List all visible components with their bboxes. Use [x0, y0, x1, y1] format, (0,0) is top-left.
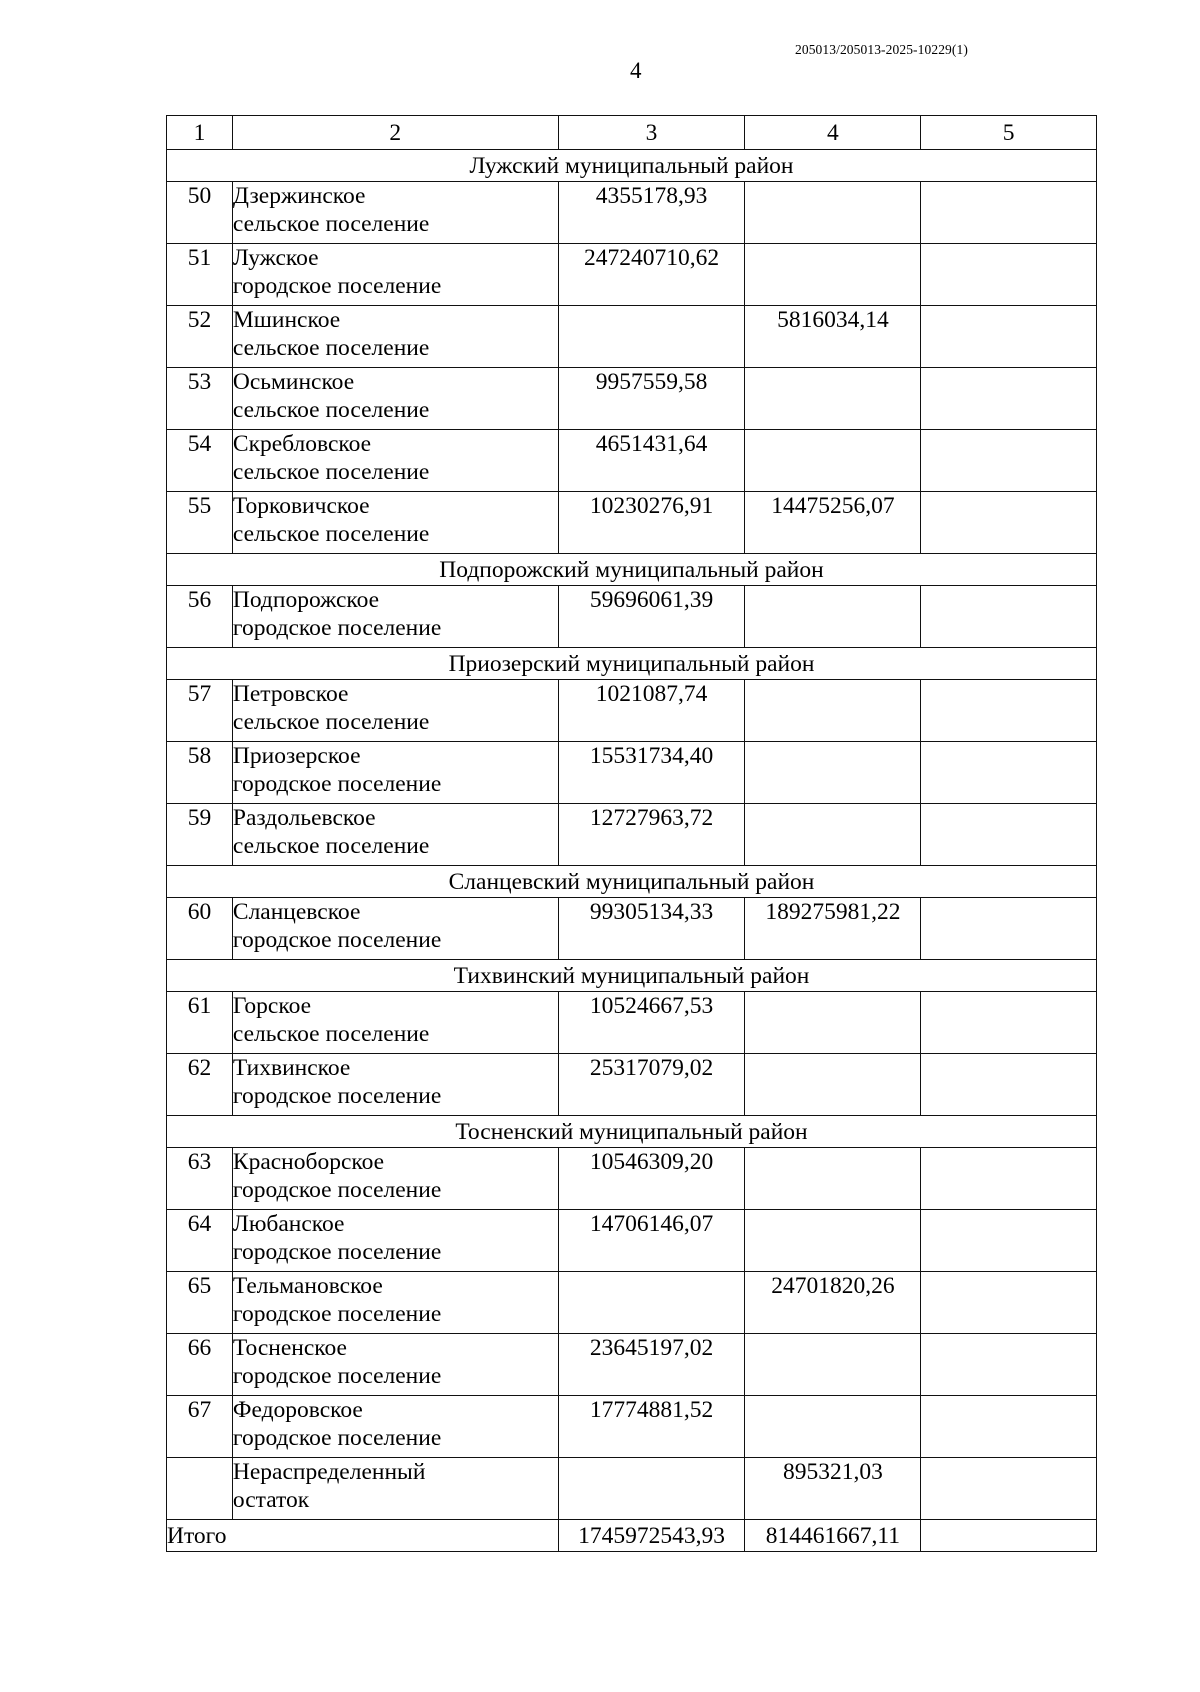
district-header-row [167, 554, 1097, 586]
amount-col3: 4355178,93 [558, 182, 745, 244]
document-id: 205013/205013-2025-10229(1) [795, 42, 968, 57]
amount-col4 [745, 1396, 921, 1458]
amount-col5 [921, 244, 1097, 306]
settlement-name-line2: городское поселение [232, 927, 442, 953]
settlement-name-line1: Тосненское [232, 1335, 347, 1361]
column-header: 1 [167, 116, 233, 150]
district-header-row [167, 866, 1097, 898]
settlement-name [232, 1334, 558, 1396]
settlement-name-line2: сельское поселение [232, 709, 430, 735]
table-row [167, 586, 1097, 648]
settlement-name-line2: сельское поселение [232, 211, 430, 237]
amount-col4 [745, 680, 921, 742]
row-number: 57 [167, 680, 233, 742]
table-row [167, 680, 1097, 742]
amount-col4: 24701820,26 [745, 1272, 921, 1334]
row-number: 53 [167, 368, 233, 430]
district-name: Лужский муниципальный район [167, 150, 1097, 182]
amount-col4 [745, 1148, 921, 1210]
settlement-name-line1: Нераспределенный [232, 1459, 426, 1485]
total-col4: 814461667,11 [745, 1520, 921, 1552]
amount-col3: 99305134,33 [558, 898, 745, 960]
amount-col5 [921, 586, 1097, 648]
settlement-name-line2: остаток [232, 1487, 310, 1513]
table-body [167, 116, 1097, 1552]
table-row [167, 492, 1097, 554]
amount-col3: 59696061,39 [558, 586, 745, 648]
settlement-name [232, 1396, 558, 1458]
settlement-name-line2: сельское поселение [232, 1021, 430, 1047]
row-number: 59 [167, 804, 233, 866]
amount-col4 [745, 742, 921, 804]
amount-col4 [745, 1054, 921, 1116]
row-number: 52 [167, 306, 233, 368]
district-name: Подпорожский муниципальный район [167, 554, 1097, 586]
table-row [167, 804, 1097, 866]
amount-col3: 10524667,53 [558, 992, 745, 1054]
settlement-name-line1: Приозерское [232, 743, 361, 769]
amount-col4 [745, 804, 921, 866]
settlement-name [232, 742, 558, 804]
page-number: 4 [630, 58, 642, 83]
row-number: 61 [167, 992, 233, 1054]
amount-col3 [558, 1272, 745, 1334]
amount-col5 [921, 1210, 1097, 1272]
amount-col5 [921, 804, 1097, 866]
amount-col4 [745, 1210, 921, 1272]
amount-col4: 189275981,22 [745, 898, 921, 960]
settlement-name-line1: Горское [232, 993, 312, 1019]
row-number: 63 [167, 1148, 233, 1210]
settlement-name [232, 306, 558, 368]
row-number: 56 [167, 586, 233, 648]
amount-col3: 9957559,58 [558, 368, 745, 430]
total-row [167, 1520, 1097, 1552]
settlement-name-line1: Тихвинское [232, 1055, 351, 1081]
settlement-name-line2: городское поселение [232, 771, 442, 797]
table-row [167, 182, 1097, 244]
row-number: 60 [167, 898, 233, 960]
settlement-name-line1: Сланцевское [232, 899, 361, 925]
table-row [167, 244, 1097, 306]
settlement-name [232, 430, 558, 492]
amount-col5 [921, 1148, 1097, 1210]
amount-col3: 10546309,20 [558, 1148, 745, 1210]
settlement-name-line2: городское поселение [232, 1177, 442, 1203]
settlement-name [232, 244, 558, 306]
table-row [167, 1210, 1097, 1272]
settlement-name-line2: городское поселение [232, 273, 442, 299]
settlement-name-line2: городское поселение [232, 1239, 442, 1265]
row-number: 66 [167, 1334, 233, 1396]
amount-col3: 247240710,62 [558, 244, 745, 306]
settlement-name-line2: городское поселение [232, 1083, 442, 1109]
settlement-name [232, 898, 558, 960]
settlement-name-line1: Осьминское [232, 369, 355, 395]
amount-col3: 10230276,91 [558, 492, 745, 554]
row-number: 50 [167, 182, 233, 244]
district-header-row [167, 1116, 1097, 1148]
settlement-name-line2: городское поселение [232, 615, 442, 641]
amount-col4 [745, 182, 921, 244]
amount-col4 [745, 368, 921, 430]
amount-col4: 895321,03 [745, 1458, 921, 1520]
table-row [167, 306, 1097, 368]
settlement-name [232, 1272, 558, 1334]
settlement-name [232, 586, 558, 648]
amount-col3: 12727963,72 [558, 804, 745, 866]
table-row [167, 1458, 1097, 1520]
district-name: Тихвинский муниципальный район [167, 960, 1097, 992]
amount-col5 [921, 680, 1097, 742]
settlement-name-line1: Федоровское [232, 1397, 363, 1423]
amount-col4 [745, 1334, 921, 1396]
settlement-name-line1: Дзержинское [232, 183, 366, 209]
settlement-name-line2: сельское поселение [232, 397, 430, 423]
row-number: 51 [167, 244, 233, 306]
district-header-row [167, 648, 1097, 680]
amount-col3 [558, 1458, 745, 1520]
allocation-table [166, 115, 1097, 1552]
table-row [167, 898, 1097, 960]
settlement-name-line2: городское поселение [232, 1425, 442, 1451]
amount-col5 [921, 1396, 1097, 1458]
row-number: 58 [167, 742, 233, 804]
row-number: 65 [167, 1272, 233, 1334]
amount-col3: 25317079,02 [558, 1054, 745, 1116]
amount-col5 [921, 1458, 1097, 1520]
amount-col3 [558, 306, 745, 368]
amount-col4 [745, 244, 921, 306]
district-header-row [167, 150, 1097, 182]
settlement-name-line1: Любанское [232, 1211, 345, 1237]
row-number [167, 1458, 233, 1520]
column-header: 5 [921, 116, 1097, 150]
total-col3: 1745972543,93 [558, 1520, 745, 1552]
amount-col5 [921, 430, 1097, 492]
table-row [167, 1054, 1097, 1116]
total-label: Итого [167, 1520, 559, 1552]
row-number: 62 [167, 1054, 233, 1116]
district-name: Приозерский муниципальный район [167, 648, 1097, 680]
settlement-name-line1: Скребловское [232, 431, 372, 457]
settlement-name-line1: Лужское [232, 245, 319, 271]
settlement-name-line2: сельское поселение [232, 833, 430, 859]
amount-col5 [921, 306, 1097, 368]
settlement-name-line2: сельское поселение [232, 459, 430, 485]
amount-col5 [921, 492, 1097, 554]
settlement-name [232, 680, 558, 742]
settlement-name-line1: Петровское [232, 681, 349, 707]
amount-col3: 14706146,07 [558, 1210, 745, 1272]
settlement-name [232, 1458, 558, 1520]
table-row [167, 1334, 1097, 1396]
row-number: 55 [167, 492, 233, 554]
table-row [167, 1272, 1097, 1334]
row-number: 64 [167, 1210, 233, 1272]
amount-col5 [921, 182, 1097, 244]
column-header: 3 [558, 116, 745, 150]
settlement-name [232, 1148, 558, 1210]
settlement-name-line2: сельское поселение [232, 335, 430, 361]
settlement-name-line2: сельское поселение [232, 521, 430, 547]
amount-col4 [745, 430, 921, 492]
row-number: 67 [167, 1396, 233, 1458]
settlement-name [232, 182, 558, 244]
row-number: 54 [167, 430, 233, 492]
amount-col5 [921, 898, 1097, 960]
table-row [167, 992, 1097, 1054]
table-row [167, 1148, 1097, 1210]
settlement-name-line2: городское поселение [232, 1363, 442, 1389]
settlement-name [232, 804, 558, 866]
settlement-name-line1: Раздольевское [232, 805, 376, 831]
column-header: 4 [745, 116, 921, 150]
table-row [167, 430, 1097, 492]
settlement-name-line1: Красноборское [232, 1149, 385, 1175]
settlement-name-line1: Подпорожское [232, 587, 380, 613]
district-header-row [167, 960, 1097, 992]
amount-col5 [921, 1334, 1097, 1396]
column-header-row [167, 116, 1097, 150]
district-name: Тосненский муниципальный район [167, 1116, 1097, 1148]
table-row [167, 368, 1097, 430]
amount-col3: 15531734,40 [558, 742, 745, 804]
amount-col3: 23645197,02 [558, 1334, 745, 1396]
amount-col5 [921, 992, 1097, 1054]
amount-col3: 4651431,64 [558, 430, 745, 492]
settlement-name-line1: Торковичское [232, 493, 370, 519]
settlement-name [232, 368, 558, 430]
settlement-name [232, 992, 558, 1054]
settlement-name-line2: городское поселение [232, 1301, 442, 1327]
settlement-name-line1: Тельмановское [232, 1273, 383, 1299]
table-row [167, 742, 1097, 804]
amount-col4 [745, 586, 921, 648]
total-col5 [921, 1520, 1097, 1552]
amount-col5 [921, 1272, 1097, 1334]
table-row [167, 1396, 1097, 1458]
amount-col3: 1021087,74 [558, 680, 745, 742]
settlement-name-line1: Мшинское [232, 307, 341, 333]
district-name: Сланцевский муниципальный район [167, 866, 1097, 898]
settlement-name [232, 492, 558, 554]
settlement-name [232, 1054, 558, 1116]
amount-col4: 5816034,14 [745, 306, 921, 368]
amount-col4 [745, 992, 921, 1054]
amount-col5 [921, 1054, 1097, 1116]
settlement-name [232, 1210, 558, 1272]
amount-col5 [921, 368, 1097, 430]
column-header: 2 [232, 116, 558, 150]
amount-col5 [921, 742, 1097, 804]
amount-col4: 14475256,07 [745, 492, 921, 554]
amount-col3: 17774881,52 [558, 1396, 745, 1458]
